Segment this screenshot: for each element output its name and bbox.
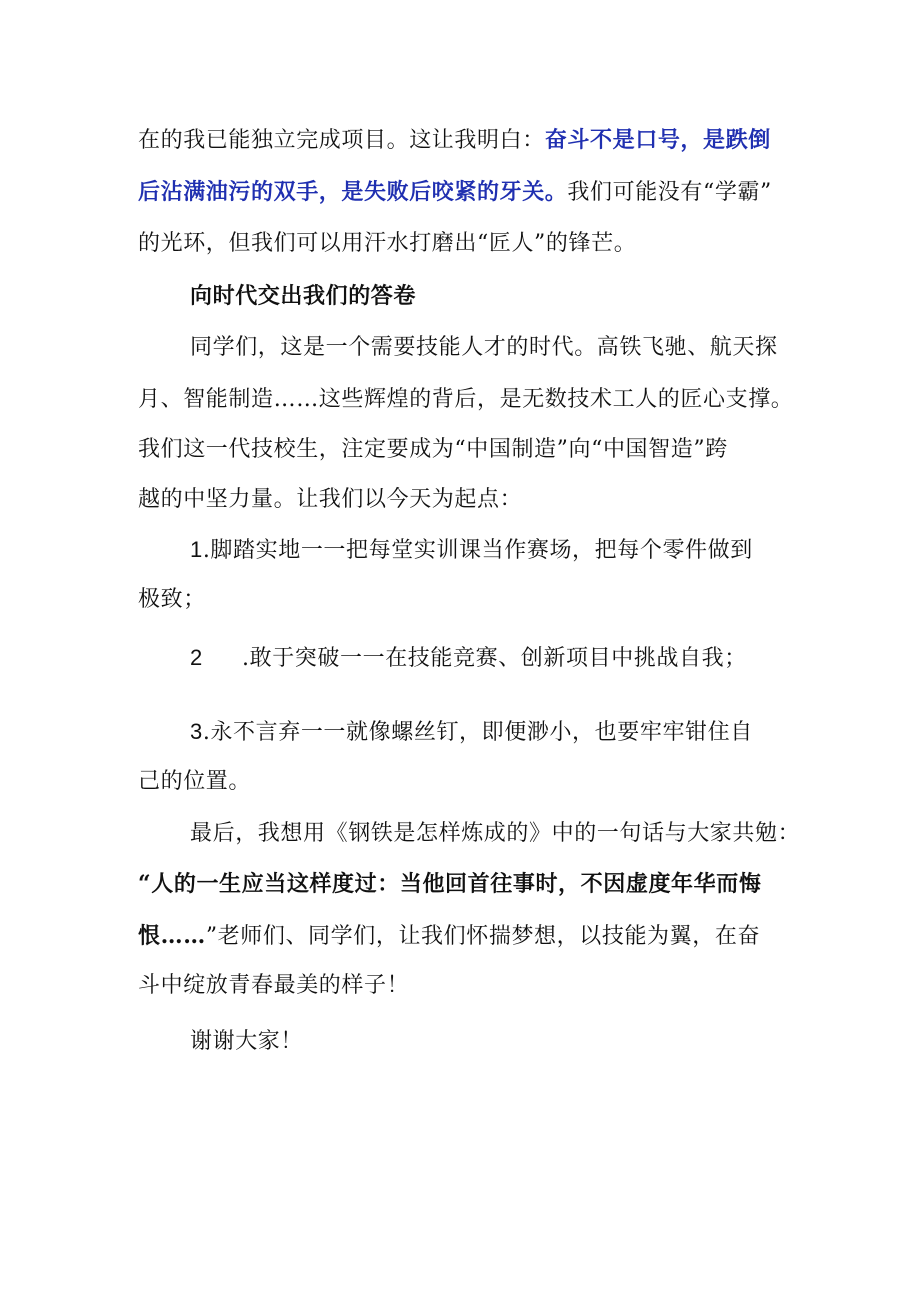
list-text: .脚踏实地一一把每堂实训课当作赛场，把每个零件做到 — [202, 538, 753, 563]
closing-line: 谢谢大家！ — [190, 1029, 304, 1054]
list-item-continuation: 极致； — [138, 587, 206, 612]
text-segment: 我们可能没有“学霸” — [567, 180, 772, 205]
paragraph-line: 斗中绽放青春最美的样子！ — [138, 973, 410, 998]
text-segment: ”老师们、同学们，让我们怀揣梦想，以技能为翼，在奋 — [205, 924, 761, 949]
list-item — [190, 640, 840, 677]
paragraph-line: 我们这一代技校生，注定要成为“中国制造”向“中国智造”跨 — [138, 437, 728, 462]
paragraph-line — [138, 174, 788, 211]
list-text: .敢于突破一一在技能竞赛、创新项目中挑战自我； — [242, 646, 747, 671]
emphasized-text: 后沾满油污的双手，是失败后咬紧的牙关。 — [138, 179, 568, 205]
quote-text: 恨…… — [138, 923, 206, 949]
paragraph-line: 同学们，这是一个需要技能人才的时代。高铁飞驰、航天探 — [190, 335, 778, 360]
section-heading: 向时代交出我们的答卷 — [190, 283, 417, 309]
list-text: .永不言弃一一就像螺丝钉，即便渺小，也要牢牢钳住自 — [202, 720, 753, 745]
emphasized-text: 奋斗不是口号，是跌倒 — [544, 127, 771, 153]
list-item-continuation: 己的位置。 — [138, 769, 252, 794]
quote-line: “人的一生应当这样度过：当他回首往事时，不因虚度年华而悔 — [138, 871, 762, 897]
list-number: 2 — [190, 645, 203, 670]
list-item — [190, 532, 840, 569]
list-number: 1 — [190, 537, 203, 562]
paragraph-line — [138, 122, 788, 159]
text-segment: 在的我已能独立完成项目。这让我明白： — [138, 128, 545, 153]
paragraph-line: 最后，我想用《钢铁是怎样炼成的》中的一句话与大家共勉： — [190, 821, 801, 846]
list-item — [190, 714, 840, 751]
paragraph-line — [138, 918, 788, 955]
list-number: 3 — [190, 719, 203, 744]
paragraph-line: 月、智能制造……这些辉煌的背后，是无数技术工人的匠心支撑。 — [138, 387, 794, 412]
paragraph-line: 的光环，但我们可以用汗水打磨出“匠人”的锋芒。 — [138, 231, 637, 256]
paragraph-line: 越的中坚力量。让我们以今天为起点： — [138, 487, 523, 512]
